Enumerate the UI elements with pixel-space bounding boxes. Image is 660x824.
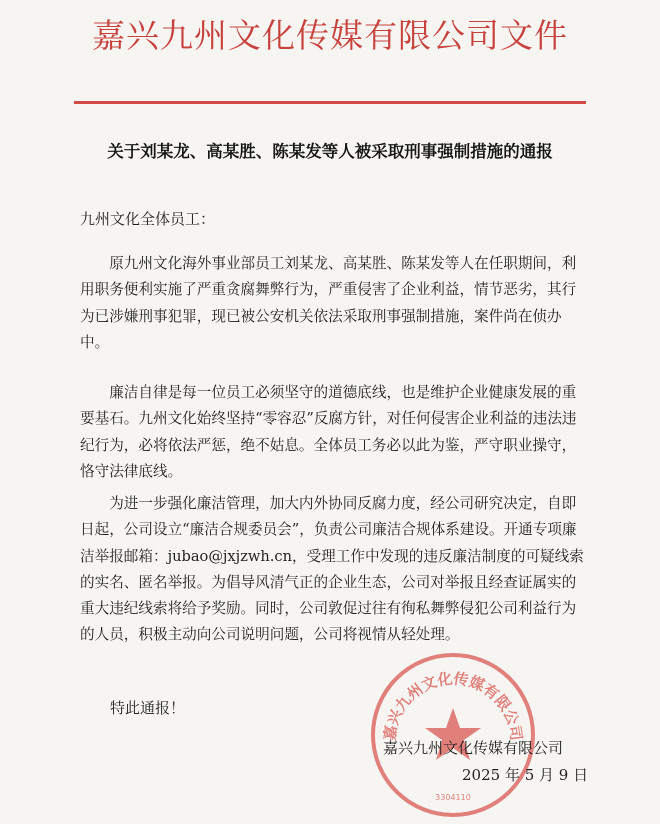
company-seal-stamp — [368, 650, 538, 820]
seal-ring-text: 嘉兴九州文化传媒有限公司 — [380, 669, 526, 742]
body-paragraph-2: 廉洁自律是每一位员工必须坚守的道德底线，也是维护企业健康发展的重要基石。九州文化始终坚持“零容忍”反腐方针，对任何侵害企业利益的违法违纪行为，必将依法严惩，绝不姑息。全体员工务必以此为鉴，严守职业操守，恪守法律底线。 — [80, 384, 577, 480]
signature-date: 2025 年 5 月 9 日 — [462, 766, 589, 784]
closing-remark: 特此通报！ — [110, 699, 186, 717]
addressee-line: 九州文化全体员工： — [80, 210, 216, 228]
body-paragraph-3: 为进一步强化廉洁管理，加大内外协同反腐力度，经公司研究决定，自即日起，公司设立“廉洁合规委员会”，负责公司廉洁合规体系建设。开通专项廉洁举报邮箱：jubao@jxjzwh.cn，受理工作中发现的违反廉洁制度的可疑线索的实名、匿名举报。为倡导风清气正的企业生态，公司对举报且经查证属实的重大违纪线索将给予奖励。同时，公司敦促过往有徇私舞弊侵犯公司利益行为的人员，积极主动向公司说明问题，公司将视情从轻处理。 — [80, 495, 584, 644]
letterhead-red-rule — [74, 101, 586, 104]
signature-company: 嘉兴九州文化传媒有限公司 — [383, 739, 564, 757]
company-letterhead-title: 嘉兴九州文化传媒有限公司文件 — [92, 16, 568, 55]
body-paragraph-1: 原九州文化海外事业部员工刘某龙、高某胜、陈某发等人在任职期间，利用职务便利实施了严重贪腐舞弊行为，严重侵害了企业利益，情节恶劣，其行为已涉嫌刑事犯罪，现已被公安机关依法采取刑事强制措施，案件尚在侦办中。 — [80, 255, 577, 351]
seal-number: 3304110 — [435, 793, 471, 802]
notice-title: 关于刘某龙、高某胜、陈某发等人被采取刑事强制措施的通报 — [107, 142, 553, 161]
